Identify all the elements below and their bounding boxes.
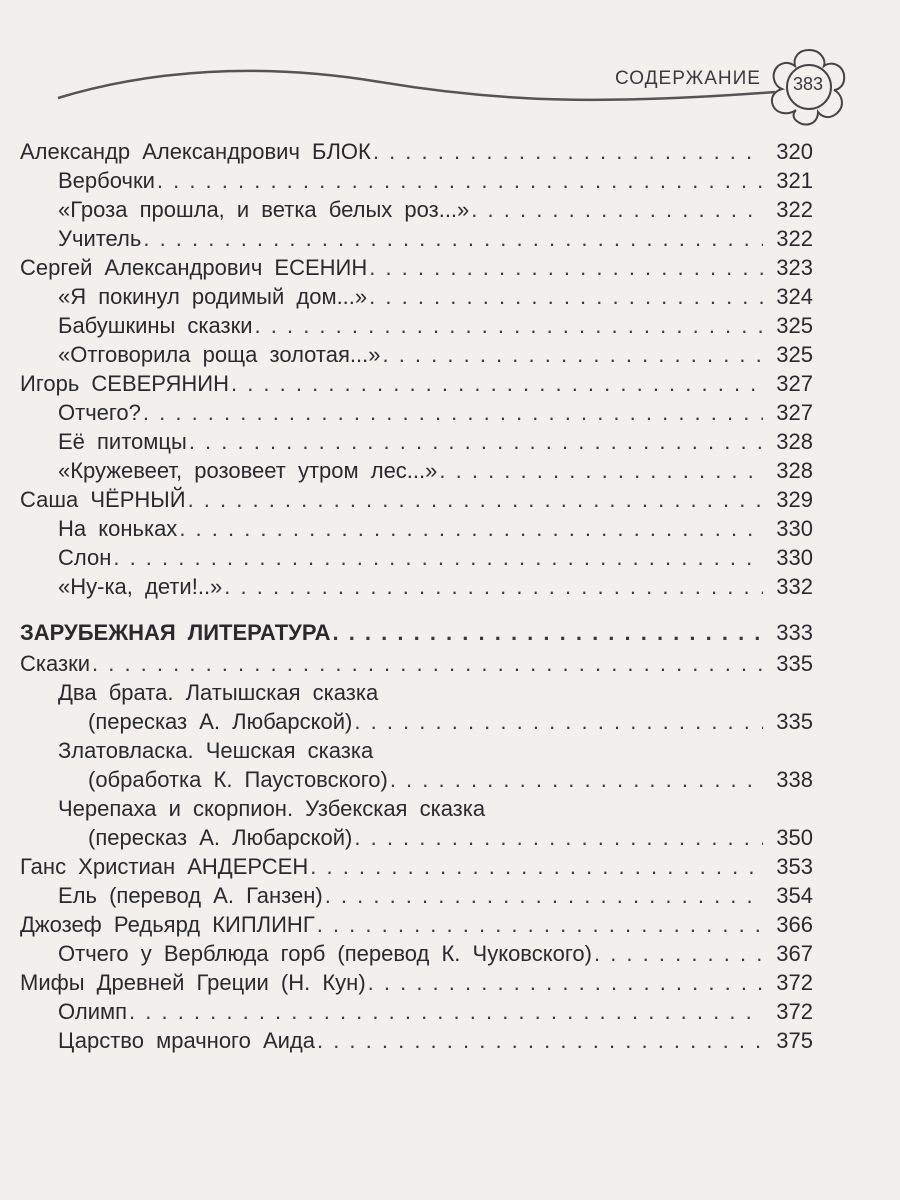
toc-page-number: 325 <box>776 342 813 367</box>
toc-entry-title: (обработка К. Паустовского) <box>88 767 388 792</box>
toc-work-entry <box>20 767 813 796</box>
running-header-title: СОДЕРЖАНИЕ <box>615 68 761 89</box>
toc-work-entry <box>20 400 813 429</box>
toc-entry-title: Отчего у Верблюда горб (перевод К. Чуковского) <box>58 941 592 966</box>
toc-page-number: 322 <box>776 197 813 222</box>
toc-entry-title: Два брата. Латышская сказка <box>58 680 379 705</box>
toc-entry-title: (пересказ А. Любарской) <box>88 825 353 850</box>
toc-page-number: 327 <box>776 371 813 396</box>
toc-page-number: 325 <box>776 313 813 338</box>
dot-leader <box>390 767 763 793</box>
toc-page-number: 330 <box>776 545 813 570</box>
toc-work-entry <box>20 738 813 767</box>
toc-page-number: 335 <box>776 709 813 734</box>
dot-leader <box>143 400 763 426</box>
toc-entry-title: Отчего? <box>58 400 141 425</box>
dot-leader <box>439 458 763 484</box>
toc-page-number: 328 <box>776 458 813 483</box>
toc-entry-title: Царство мрачного Аида <box>58 1028 315 1053</box>
toc-page-number: 333 <box>776 620 813 645</box>
toc-work-entry <box>20 883 813 912</box>
toc-work-entry <box>20 709 813 738</box>
toc-page-number: 354 <box>776 883 813 908</box>
toc-section-heading <box>20 620 813 651</box>
toc-page-number: 329 <box>776 487 813 512</box>
toc-work-entry <box>20 458 813 487</box>
toc-entry-title: Сказки <box>20 651 90 676</box>
toc-page-number: 328 <box>776 429 813 454</box>
toc-work-entry <box>20 342 813 371</box>
dot-leader <box>179 516 763 542</box>
toc-page-number: 327 <box>776 400 813 425</box>
toc-page-number: 322 <box>776 226 813 251</box>
toc-author-entry <box>20 255 813 284</box>
toc-page-number: 321 <box>776 168 813 193</box>
toc-entry-title: «Ну-ка, дети!..» <box>58 574 223 599</box>
dot-leader <box>368 970 763 996</box>
toc-work-entry <box>20 226 813 255</box>
toc-entry-title: Бабушкины сказки <box>58 313 253 338</box>
dot-leader <box>354 709 763 735</box>
header-wave-decoration <box>0 0 800 110</box>
toc-entry-title: «Я покинул родимый дом...» <box>58 284 368 309</box>
dot-leader <box>143 226 763 252</box>
toc-page-number: 372 <box>776 999 813 1024</box>
dot-leader <box>317 1028 763 1054</box>
dot-leader <box>92 651 763 677</box>
toc-work-entry <box>20 284 813 313</box>
toc-entry-title: Александр Александрович БЛОК <box>20 139 371 164</box>
toc-page-number: 335 <box>776 651 813 676</box>
toc-entry-title: Ель (перевод А. Ганзен) <box>58 883 323 908</box>
toc-author-entry <box>20 854 813 883</box>
dot-leader <box>189 429 763 455</box>
toc-author-entry <box>20 651 813 680</box>
toc-entry-title: Её питомцы <box>58 429 187 454</box>
toc-work-entry <box>20 680 813 709</box>
toc-page-number: 367 <box>776 941 813 966</box>
toc-work-entry <box>20 574 813 603</box>
toc-author-entry <box>20 487 813 516</box>
toc-page-number: 324 <box>776 284 813 309</box>
toc-author-entry <box>20 970 813 999</box>
toc-work-entry <box>20 825 813 854</box>
toc-page-number: 330 <box>776 516 813 541</box>
dot-leader <box>157 168 763 194</box>
dot-leader <box>369 255 763 281</box>
toc-entry-title: Сергей Александрович ЕСЕНИН <box>20 255 368 280</box>
toc-page-number: 338 <box>776 767 813 792</box>
toc-work-entry <box>20 941 813 970</box>
toc-page-number: 350 <box>776 825 813 850</box>
toc-entry-title: (пересказ А. Любарской) <box>88 709 353 734</box>
toc-work-entry <box>20 1028 813 1057</box>
toc-entry-title: Мифы Древней Греции (Н. Кун) <box>20 970 366 995</box>
dot-leader <box>113 545 763 571</box>
toc-entry-title: Игорь СЕВЕРЯНИН <box>20 371 229 396</box>
toc-entry-title: Саша ЧЁРНЫЙ <box>20 487 186 512</box>
toc-entry-title: Ганс Христиан АНДЕРСЕН <box>20 854 309 879</box>
table-of-contents <box>20 139 813 1057</box>
toc-page-number: 332 <box>776 574 813 599</box>
toc-entry-title: Вербочки <box>58 168 155 193</box>
toc-page-number: 320 <box>776 139 813 164</box>
toc-entry-title: Черепаха и скорпион. Узбекская сказка <box>58 796 486 821</box>
toc-entry-title: Джозеф Редьярд КИПЛИНГ <box>20 912 315 937</box>
toc-work-entry <box>20 545 813 574</box>
toc-work-entry <box>20 516 813 545</box>
page-number: 383 <box>792 74 824 94</box>
toc-page-number: 353 <box>776 854 813 879</box>
toc-entry-title: Слон <box>58 545 112 570</box>
toc-entry-title: «Кружевеет, розовеет утром лес...» <box>58 458 438 483</box>
dot-leader <box>382 342 763 368</box>
dot-leader <box>129 999 763 1025</box>
dot-leader <box>317 912 763 938</box>
toc-entry-title: Златовласка. Чешская сказка <box>58 738 374 763</box>
toc-entry-title: На коньках <box>58 516 178 541</box>
dot-leader <box>310 854 763 880</box>
toc-work-entry <box>20 796 813 825</box>
toc-author-entry <box>20 371 813 400</box>
dot-leader <box>231 371 763 397</box>
toc-entry-title: Олимп <box>58 999 128 1024</box>
toc-work-entry <box>20 197 813 226</box>
dot-leader <box>373 139 763 165</box>
toc-page-number: 366 <box>776 912 813 937</box>
toc-page-number: 323 <box>776 255 813 280</box>
toc-entry-title: ЗАРУБЕЖНАЯ ЛИТЕРАТУРА <box>20 620 331 645</box>
dot-leader <box>369 284 763 310</box>
toc-entry-title: «Отговорила роща золотая...» <box>58 342 381 367</box>
dot-leader <box>325 883 763 909</box>
toc-work-entry <box>20 429 813 458</box>
dot-leader <box>594 941 763 967</box>
toc-entry-title: «Гроза прошла, и ветка белых роз...» <box>58 197 470 222</box>
dot-leader <box>332 620 763 646</box>
toc-author-entry <box>20 912 813 941</box>
toc-page-number: 372 <box>776 970 813 995</box>
dot-leader <box>255 313 763 339</box>
dot-leader <box>354 825 763 851</box>
dot-leader <box>471 197 763 223</box>
toc-page-number: 375 <box>776 1028 813 1053</box>
toc-entry-title: Учитель <box>58 226 142 251</box>
toc-work-entry <box>20 999 813 1028</box>
toc-author-entry <box>20 139 813 168</box>
dot-leader <box>188 487 763 513</box>
toc-work-entry <box>20 313 813 342</box>
toc-work-entry <box>20 168 813 197</box>
dot-leader <box>224 574 763 600</box>
